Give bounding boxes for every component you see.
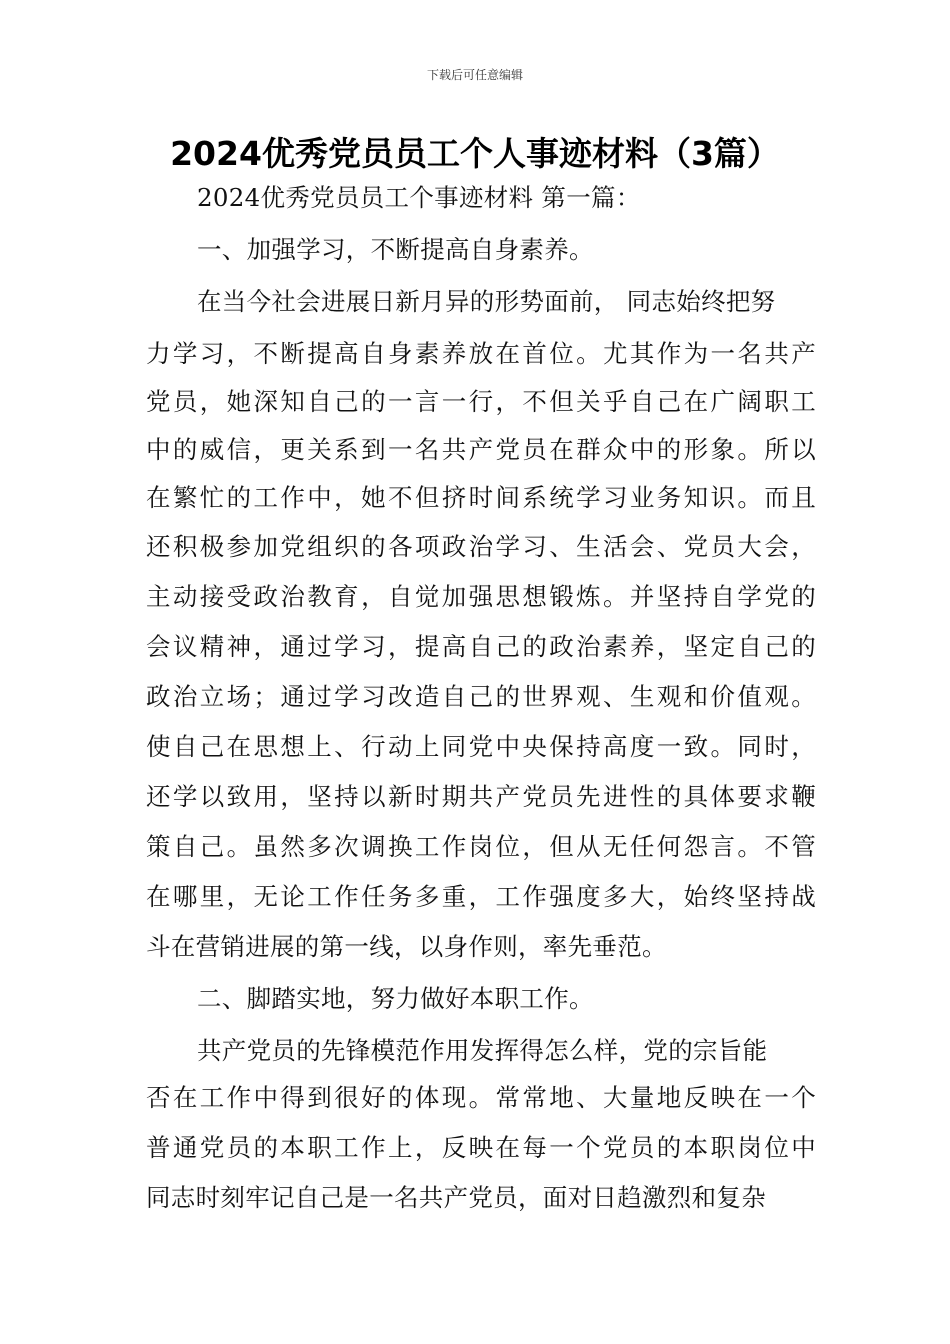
paragraph-line: 中的威信，更关系到一名共产党员在群众中的形象。所以: [146, 435, 816, 464]
paragraph-line: 还学以致用，坚持以新时期共产党员先进性的具体要求鞭: [146, 782, 816, 811]
paragraph-line: 政治立场；通过学习改造自己的世界观、生观和价值观。: [146, 682, 816, 711]
paragraph-line: 在哪里，无论工作任务多重，工作强度多大，始终坚持战: [146, 882, 816, 911]
paragraph-line: 在当今社会进展日新月异的形势面前， 同志始终把努: [197, 287, 776, 316]
section-heading-2: 二、脚踏实地，努力做好本职工作。: [197, 984, 594, 1013]
paragraph-line: 力学习，不断提高自身素养放在首位。尤其作为一名共产: [146, 339, 816, 368]
paragraph-line: 还积极参加党组织的各项政治学习、生活会、党员大会，: [146, 532, 816, 561]
paragraph-line: 主动接受政治教育，自觉加强思想锻炼。并坚持自学党的: [146, 582, 816, 611]
paragraph-line: 党员，她深知自己的一言一行，不但关乎自己在广阔职工: [146, 387, 816, 416]
paragraph-line: 使自己在思想上、行动上同党中央保持高度一致。同时，: [146, 732, 816, 761]
header-note: 下载后可任意编辑: [426, 68, 523, 82]
paragraph-line: 共产党员的先锋模范作用发挥得怎么样，党的宗旨能: [197, 1036, 768, 1065]
paragraph-line: 会议精神，通过学习，提高自己的政治素养，坚定自己的: [146, 632, 816, 661]
paragraph-line: 普通党员的本职工作上，反映在每一个党员的本职岗位中: [146, 1133, 816, 1162]
paragraph-line: 同志时刻牢记自己是一名共产党员，面对日趋激烈和复杂: [146, 1183, 766, 1212]
paragraph-line: 斗在营销进展的第一线，以身作则，率先垂范。: [146, 932, 667, 961]
paragraph-line: 在繁忙的工作中，她不但挤时间系统学习业务知识。而且: [146, 483, 816, 512]
paragraph-line: 策自己。虽然多次调换工作岗位，但从无任何怨言。不管: [146, 832, 816, 861]
section-heading-1: 一、加强学习，不断提高自身素养。: [197, 235, 594, 264]
subtitle-line: 2024优秀党员员工个事迹材料 第一篇：: [197, 183, 641, 212]
document-title: 2024优秀党员员工个人事迹材料（3篇）: [170, 134, 780, 173]
paragraph-line: 否在工作中得到很好的体现。常常地、大量地反映在一个: [146, 1083, 816, 1112]
